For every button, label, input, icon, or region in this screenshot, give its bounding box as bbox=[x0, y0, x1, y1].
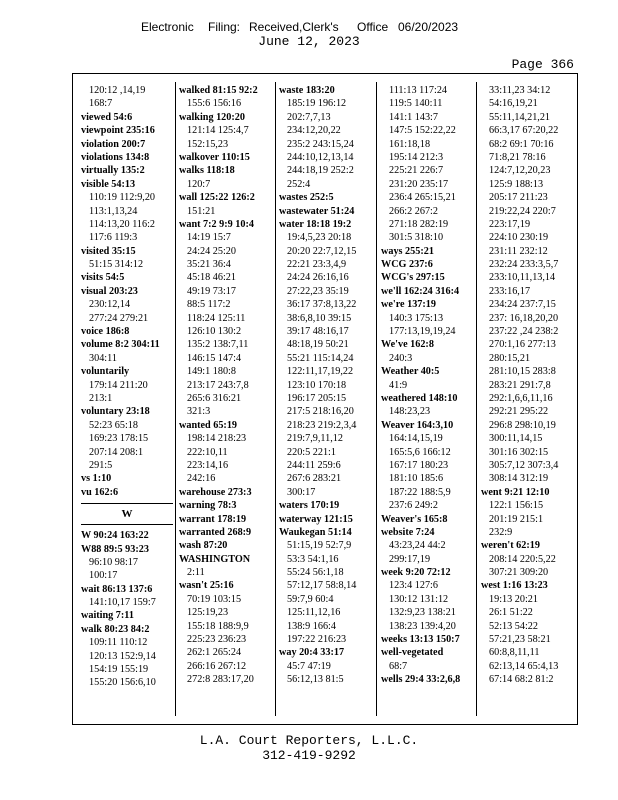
index-entry-refs: 114:13,20 116:2 bbox=[89, 218, 156, 230]
index-entry-refs: 292:21 295:22 bbox=[489, 406, 549, 418]
index-entry-refs: 223:14,16 bbox=[187, 459, 229, 471]
index-entry-refs: 96:10 98:17 bbox=[89, 556, 138, 568]
index-entry-refs: 132:9,23 138:21 bbox=[389, 607, 456, 619]
index-entry-refs: 187:22 188:5,9 bbox=[389, 486, 451, 498]
index-column-4 bbox=[381, 84, 473, 687]
index-entry-refs: 219:7,9,11,12 bbox=[287, 433, 343, 445]
index-entry-refs: 231:20 235:17 bbox=[389, 178, 449, 190]
index-column-3 bbox=[279, 84, 371, 687]
index-entry-word: walks 118:18 bbox=[179, 165, 235, 177]
index-entry-refs: 177:13,19,19,24 bbox=[389, 326, 456, 338]
index-entry-refs: 66:3,17 67:20,22 bbox=[489, 125, 559, 137]
index-entry-refs: 33:11,23 34:12 bbox=[489, 85, 551, 96]
index-entry-word: water 18:18 19:2 bbox=[279, 218, 352, 230]
index-entry-refs: 24:24 26:16,16 bbox=[287, 272, 349, 284]
index-entry-refs: 122:1 156:15 bbox=[489, 500, 544, 512]
index-entry-refs: 237: 16,18,20,20 bbox=[489, 312, 559, 324]
index-entry-refs: 41:9 bbox=[389, 379, 408, 391]
index-entry-refs: 26:1 51:22 bbox=[489, 607, 533, 619]
index-entry-refs: 152:15,23 bbox=[187, 138, 229, 150]
index-entry-refs: 213:1 bbox=[89, 392, 113, 404]
index-entry-word: W88 89:5 93:23 bbox=[81, 543, 149, 555]
index-entry-refs: 126:10 130:2 bbox=[187, 326, 242, 338]
index-entry-word: warning 78:3 bbox=[179, 500, 237, 512]
index-entry-refs: 70:19 103:15 bbox=[187, 593, 242, 605]
index-entry-refs: 120:12 ,14,19 bbox=[89, 85, 146, 96]
index-entry-refs: 267:6 283:21 bbox=[287, 473, 342, 485]
index-entry-refs: 225:23 236:23 bbox=[187, 634, 247, 646]
index-entry-word: west 1:16 13:23 bbox=[481, 580, 548, 592]
index-entry-refs: 55:11,14,21,21 bbox=[489, 111, 551, 123]
index-entry-refs: 123:4 127:6 bbox=[389, 580, 438, 592]
index-entry-refs: 14:19 15:7 bbox=[187, 232, 231, 244]
index-entry-refs: 59:7,9 60:4 bbox=[287, 593, 334, 605]
index-entry-refs: 185:19 196:12 bbox=[287, 98, 347, 110]
index-entry-refs: 277:24 279:21 bbox=[89, 312, 149, 324]
index-entry-refs: 55:21 115:14,24 bbox=[287, 352, 354, 364]
index-entry-refs: 45:18 46:21 bbox=[187, 272, 236, 284]
index-entry-word: warehouse 273:3 bbox=[179, 486, 252, 498]
index-entry-refs: 304:11 bbox=[89, 352, 117, 364]
index-entry-word: week 9:20 72:12 bbox=[381, 567, 451, 579]
index-entry-word: website 7:24 bbox=[381, 526, 435, 538]
index-entry-word: waters 170:19 bbox=[279, 500, 340, 512]
index-entry-refs: 244:18,19 252:2 bbox=[287, 165, 354, 177]
filing-received: Received,Clerk's bbox=[249, 20, 339, 34]
index-entry-word: voluntarily bbox=[81, 366, 130, 378]
index-entry-refs: 120:13 152:9,14 bbox=[89, 650, 156, 662]
index-entry-refs: 155:20 156:6,10 bbox=[89, 677, 156, 689]
index-entry-word: violation 200:7 bbox=[81, 138, 146, 150]
index-entry-refs: 120:7 bbox=[187, 178, 211, 190]
filing-date: 06/20/2023 bbox=[398, 20, 459, 34]
index-entry-refs: 19:13 20:21 bbox=[489, 593, 538, 605]
index-entry-refs: 305:7,12 307:3,4 bbox=[489, 459, 559, 471]
index-entry-word: wall 125:22 126:2 bbox=[179, 192, 255, 204]
index-entry-refs: 179:14 211:20 bbox=[89, 379, 148, 391]
index-column-2 bbox=[179, 84, 271, 687]
index-entry-refs: 224:10 230:19 bbox=[489, 232, 549, 244]
filing-electronic: Electronic bbox=[141, 20, 194, 34]
index-entry-refs: 220:5 221:1 bbox=[287, 446, 336, 458]
index-entry-refs: 265:6 316:21 bbox=[187, 392, 242, 404]
index-entry-word: WCG's 297:15 bbox=[381, 272, 445, 284]
index-entry-refs: 43:23,24 44:2 bbox=[389, 540, 446, 552]
index-entry-refs: 225:21 226:7 bbox=[389, 165, 444, 177]
index-entry-refs: 164:14,15,19 bbox=[389, 433, 443, 445]
index-entry-refs: 113:1,13,24 bbox=[89, 205, 138, 217]
index-entry-refs: 140:3 175:13 bbox=[389, 312, 444, 324]
index-entry-refs: 218:23 219:2,3,4 bbox=[287, 419, 357, 431]
index-entry-refs: 117:6 119:3 bbox=[89, 232, 138, 244]
index-entry-refs: 141:1 143:7 bbox=[389, 111, 438, 123]
index-entry-refs: 56:12,13 81:5 bbox=[287, 674, 344, 686]
index-entry-refs: 242:16 bbox=[187, 473, 216, 485]
index-entry-refs: 217:5 218:16,20 bbox=[287, 406, 354, 418]
index-entry-refs: 300:17 bbox=[287, 486, 316, 498]
index-entry-refs: 146:15 147:4 bbox=[187, 352, 242, 364]
index-entry-refs: 252:4 bbox=[287, 178, 311, 190]
index-entry-refs: 300:11,14,15 bbox=[489, 433, 543, 445]
index-entry-word: wastes 252:5 bbox=[279, 192, 334, 204]
index-entry-refs: 168:7 bbox=[89, 98, 113, 110]
index-entry-word: volume 8:2 304:11 bbox=[81, 339, 160, 351]
index-entry-refs: 62:13,14 65:4,13 bbox=[489, 660, 559, 672]
index-entry-refs: 240:3 bbox=[389, 352, 413, 364]
index-entry-refs: 236:4 265:15,21 bbox=[389, 192, 456, 204]
index-entry-refs: 167:17 180:23 bbox=[389, 459, 449, 471]
index-entry-word: weren't 62:19 bbox=[481, 540, 540, 552]
index-entry-refs: 24:24 25:20 bbox=[187, 245, 236, 257]
column-divider bbox=[275, 82, 276, 716]
index-entry-word: waiting 7:11 bbox=[81, 610, 134, 622]
index-entry-refs: 45:7 47:19 bbox=[287, 660, 331, 672]
index-entry-refs: 165:5,6 166:12 bbox=[389, 446, 451, 458]
index-entry-refs: 169:23 178:15 bbox=[89, 433, 149, 445]
index-entry-refs: 198:14 218:23 bbox=[187, 433, 247, 445]
index-entry-word: viewed 54:6 bbox=[81, 111, 133, 123]
index-entry-word: Weaver 164:3,10 bbox=[381, 419, 454, 431]
index-entry-word: went 9:21 12:10 bbox=[481, 486, 550, 498]
deposition-date: June 12, 2023 bbox=[258, 34, 360, 49]
index-entry-word: wait 86:13 137:6 bbox=[81, 583, 153, 595]
index-entry-refs: 130:12 131:12 bbox=[389, 593, 449, 605]
page-number: Page 366 bbox=[511, 57, 574, 72]
section-letter: W bbox=[81, 503, 173, 525]
index-entry-refs: 68:7 bbox=[389, 660, 408, 672]
index-entry-word: WCG 237:6 bbox=[381, 259, 433, 271]
index-entry-refs: 125:11,12,16 bbox=[287, 607, 341, 619]
index-entry-refs: 231:11 232:12 bbox=[489, 245, 548, 257]
index-entry-refs: 266:2 267:2 bbox=[389, 205, 438, 217]
index-page-box bbox=[72, 73, 578, 725]
index-entry-refs: 148:23,23 bbox=[389, 406, 431, 418]
index-entry-refs: 27:22,23 35:19 bbox=[287, 285, 349, 297]
index-entry-refs: 51:15 314:12 bbox=[89, 259, 144, 271]
index-entry-refs: 38:6,8,10 39:15 bbox=[287, 312, 352, 324]
index-entry-word: wastewater 51:24 bbox=[279, 205, 355, 217]
index-entry-refs: 121:14 125:4,7 bbox=[187, 125, 249, 137]
index-entry-refs: 270:1,16 277:13 bbox=[489, 339, 556, 351]
index-entry-word: wash 87:20 bbox=[179, 540, 228, 552]
index-entry-refs: 20:20 22:7,12,15 bbox=[287, 245, 357, 257]
index-entry-refs: 60:8,8,11,11 bbox=[489, 647, 540, 659]
index-entry-refs: 234:12,20,22 bbox=[287, 125, 341, 137]
index-entry-refs: 301:5 318:10 bbox=[389, 232, 444, 244]
index-entry-refs: 51:15,19 52:7,9 bbox=[287, 540, 352, 552]
index-entry-word: visited 35:15 bbox=[81, 245, 136, 257]
index-column-1 bbox=[81, 84, 173, 690]
index-entry-refs: 161:18,18 bbox=[389, 138, 431, 150]
index-entry-refs: 262:1 265:24 bbox=[187, 647, 242, 659]
index-entry-refs: 110:19 112:9,20 bbox=[89, 192, 156, 204]
index-entry-word: visits 54:5 bbox=[81, 272, 125, 284]
index-entry-refs: 67:14 68:2 81:2 bbox=[489, 674, 554, 686]
index-entry-word: Weather 40:5 bbox=[381, 366, 440, 378]
index-entry-refs: 230:12,14 bbox=[89, 299, 131, 311]
index-entry-refs: 122:11,17,19,22 bbox=[287, 366, 354, 378]
column-divider bbox=[175, 82, 176, 716]
index-entry-refs: 223:17,19 bbox=[489, 218, 531, 230]
index-entry-refs: 54:16,19,21 bbox=[489, 98, 538, 110]
index-entry-refs: 234:24 237:7,15 bbox=[489, 299, 556, 311]
index-entry-refs: 138:9 166:4 bbox=[287, 620, 336, 632]
index-entry-word: weeks 13:13 150:7 bbox=[381, 634, 460, 646]
index-entry-word: visible 54:13 bbox=[81, 178, 136, 190]
index-entry-refs: 235:2 243:15,24 bbox=[287, 138, 354, 150]
index-entry-refs: 68:2 69:1 70:16 bbox=[489, 138, 554, 150]
index-entry-refs: 308:14 312:19 bbox=[489, 473, 549, 485]
index-entry-word: visual 203:23 bbox=[81, 285, 138, 297]
index-entry-refs: 147:5 152:22,22 bbox=[389, 125, 456, 137]
index-entry-refs: 301:16 302:15 bbox=[489, 446, 549, 458]
column-divider bbox=[376, 82, 377, 716]
footer-phone: 312-419-9292 bbox=[262, 748, 356, 763]
index-entry-refs: 201:19 215:1 bbox=[489, 513, 544, 525]
index-entry-word: Weaver's 165:8 bbox=[381, 513, 448, 525]
index-entry-word: violations 134:8 bbox=[81, 151, 150, 163]
index-entry-refs: 244:10,12,13,14 bbox=[287, 151, 354, 163]
index-entry-word: walking 120:20 bbox=[179, 111, 245, 123]
index-entry-refs: 299:17,19 bbox=[389, 553, 431, 565]
footer-company: L.A. Court Reporters, L.L.C. bbox=[199, 733, 419, 748]
index-entry-word: WASHINGTON bbox=[179, 553, 251, 565]
index-entry-word: we're 137:19 bbox=[381, 299, 436, 311]
index-entry-word: W 90:24 163:22 bbox=[81, 530, 149, 542]
index-entry-refs: 48:18,19 50:21 bbox=[287, 339, 349, 351]
index-entry-refs: 307:21 309:20 bbox=[489, 567, 549, 579]
index-entry-refs: 35:21 36:4 bbox=[187, 259, 231, 271]
index-entry-refs: 2:11 bbox=[187, 567, 205, 579]
index-entry-refs: 57:21,23 58:21 bbox=[489, 634, 551, 646]
index-entry-word: wanted 65:19 bbox=[179, 419, 238, 431]
index-entry-refs: 266:16 267:12 bbox=[187, 660, 247, 672]
index-entry-refs: 111:13 117:24 bbox=[389, 85, 448, 96]
index-entry-word: viewpoint 235:16 bbox=[81, 125, 155, 137]
index-entry-refs: 208:14 220:5,22 bbox=[489, 553, 556, 565]
index-entry-refs: 155:6 156:16 bbox=[187, 98, 242, 110]
index-entry-refs: 55:24 56:1,18 bbox=[287, 567, 344, 579]
index-entry-refs: 141:10,17 159:7 bbox=[89, 597, 156, 609]
index-entry-refs: 125:9 188:13 bbox=[489, 178, 544, 190]
index-entry-refs: 196:17 205:15 bbox=[287, 392, 347, 404]
index-entry-refs: 149:1 180:8 bbox=[187, 366, 236, 378]
index-entry-refs: 39:17 48:16,17 bbox=[287, 326, 349, 338]
index-entry-word: well-vegetated bbox=[381, 647, 444, 659]
index-entry-refs: 202:7,7,13 bbox=[287, 111, 331, 123]
index-entry-word: walk 80:23 84:2 bbox=[81, 623, 150, 635]
index-entry-refs: 88:5 117:2 bbox=[187, 299, 231, 311]
index-entry-refs: 49:19 73:17 bbox=[187, 285, 236, 297]
index-entry-refs: 272:8 283:17,20 bbox=[187, 674, 254, 686]
index-entry-word: vs 1:10 bbox=[81, 473, 112, 485]
index-entry-refs: 57:12,17 58:8,14 bbox=[287, 580, 357, 592]
index-entry-word: walked 81:15 92:2 bbox=[179, 85, 258, 96]
index-entry-refs: 135:2 138:7,11 bbox=[187, 339, 249, 351]
index-entry-word: ways 255:21 bbox=[381, 245, 434, 257]
index-entry-word: waste 183:20 bbox=[279, 85, 335, 96]
index-entry-word: way 20:4 33:17 bbox=[279, 647, 345, 659]
index-entry-refs: 222:10,11 bbox=[187, 446, 228, 458]
index-entry-refs: 154:19 155:19 bbox=[89, 664, 149, 676]
index-entry-refs: 292:1,6,6,11,16 bbox=[489, 392, 553, 404]
index-entry-word: virtually 135:2 bbox=[81, 165, 145, 177]
index-entry-refs: 119:5 140:11 bbox=[389, 98, 443, 110]
index-entry-refs: 52:23 65:18 bbox=[89, 419, 138, 431]
index-entry-refs: 53:3 54:1,16 bbox=[287, 553, 339, 565]
index-entry-refs: 213:17 243:7,8 bbox=[187, 379, 249, 391]
index-entry-refs: 207:14 208:1 bbox=[89, 446, 144, 458]
index-entry-refs: 205:17 211:23 bbox=[489, 192, 548, 204]
index-entry-refs: 237:6 249:2 bbox=[389, 500, 438, 512]
index-entry-word: waterway 121:15 bbox=[279, 513, 353, 525]
index-entry-refs: 233:10,11,13,14 bbox=[489, 272, 556, 284]
index-entry-refs: 151:21 bbox=[187, 205, 216, 217]
index-entry-refs: 124:7,12,20,23 bbox=[489, 165, 551, 177]
index-entry-word: Waukegan 51:14 bbox=[279, 526, 352, 538]
index-entry-refs: 100:17 bbox=[89, 570, 118, 582]
index-entry-refs: 244:11 259:6 bbox=[287, 459, 341, 471]
index-entry-refs: 181:10 185:6 bbox=[389, 473, 444, 485]
index-entry-refs: 195:14 212:3 bbox=[389, 151, 444, 163]
index-entry-word: voice 186:8 bbox=[81, 326, 130, 338]
index-entry-refs: 197:22 216:23 bbox=[287, 634, 347, 646]
index-entry-word: walkover 110:15 bbox=[179, 151, 250, 163]
index-entry-refs: 155:18 188:9,9 bbox=[187, 620, 249, 632]
index-entry-refs: 233:16,17 bbox=[489, 285, 531, 297]
index-entry-refs: 109:11 110:12 bbox=[89, 637, 148, 649]
index-entry-refs: 232:24 233:3,5,7 bbox=[489, 259, 559, 271]
index-entry-refs: 283:21 291:7,8 bbox=[489, 379, 551, 391]
index-entry-refs: 123:10 170:18 bbox=[287, 379, 347, 391]
index-entry-word: we'll 162:24 316:4 bbox=[381, 285, 460, 297]
index-entry-refs: 232:9 bbox=[489, 526, 513, 538]
index-entry-refs: 118:24 125:11 bbox=[187, 312, 246, 324]
index-entry-refs: 237:22 ,24 238:2 bbox=[489, 326, 559, 338]
index-entry-word: warrant 178:19 bbox=[179, 513, 247, 525]
index-entry-refs: 71:8,21 78:16 bbox=[489, 151, 546, 163]
column-divider bbox=[476, 82, 477, 716]
index-entry-refs: 280:15,21 bbox=[489, 352, 531, 364]
index-entry-refs: 36:17 37:8,13,22 bbox=[287, 299, 357, 311]
index-entry-refs: 22:21 23:3,4,9 bbox=[287, 259, 347, 271]
index-entry-refs: 291:5 bbox=[89, 459, 113, 471]
index-entry-refs: 19:4,5,23 20:18 bbox=[287, 232, 352, 244]
index-entry-word: weathered 148:10 bbox=[381, 392, 458, 404]
index-entry-word: We've 162:8 bbox=[381, 339, 434, 351]
index-entry-word: wasn't 25:16 bbox=[179, 580, 234, 592]
index-entry-refs: 296:8 298:10,19 bbox=[489, 419, 556, 431]
index-entry-refs: 138:23 139:4,20 bbox=[389, 620, 456, 632]
index-entry-refs: 52:13 54:22 bbox=[489, 620, 538, 632]
index-entry-refs: 125:19,23 bbox=[187, 607, 229, 619]
index-entry-refs: 321:3 bbox=[187, 406, 211, 418]
index-entry-word: vu 162:6 bbox=[81, 486, 119, 498]
index-entry-refs: 219:22,24 220:7 bbox=[489, 205, 556, 217]
index-entry-refs: 271:18 282:19 bbox=[389, 218, 449, 230]
index-entry-word: wells 29:4 33:2,6,8 bbox=[381, 674, 461, 686]
index-entry-word: voluntary 23:18 bbox=[81, 406, 150, 418]
index-entry-word: warranted 268:9 bbox=[179, 526, 252, 538]
index-entry-refs: 281:10,15 283:8 bbox=[489, 366, 556, 378]
filing-filing: Filing: bbox=[208, 20, 241, 34]
filing-office: Office bbox=[357, 20, 389, 34]
index-column-5 bbox=[481, 84, 573, 687]
index-entry-word: want 7:2 9:9 10:4 bbox=[179, 218, 254, 230]
